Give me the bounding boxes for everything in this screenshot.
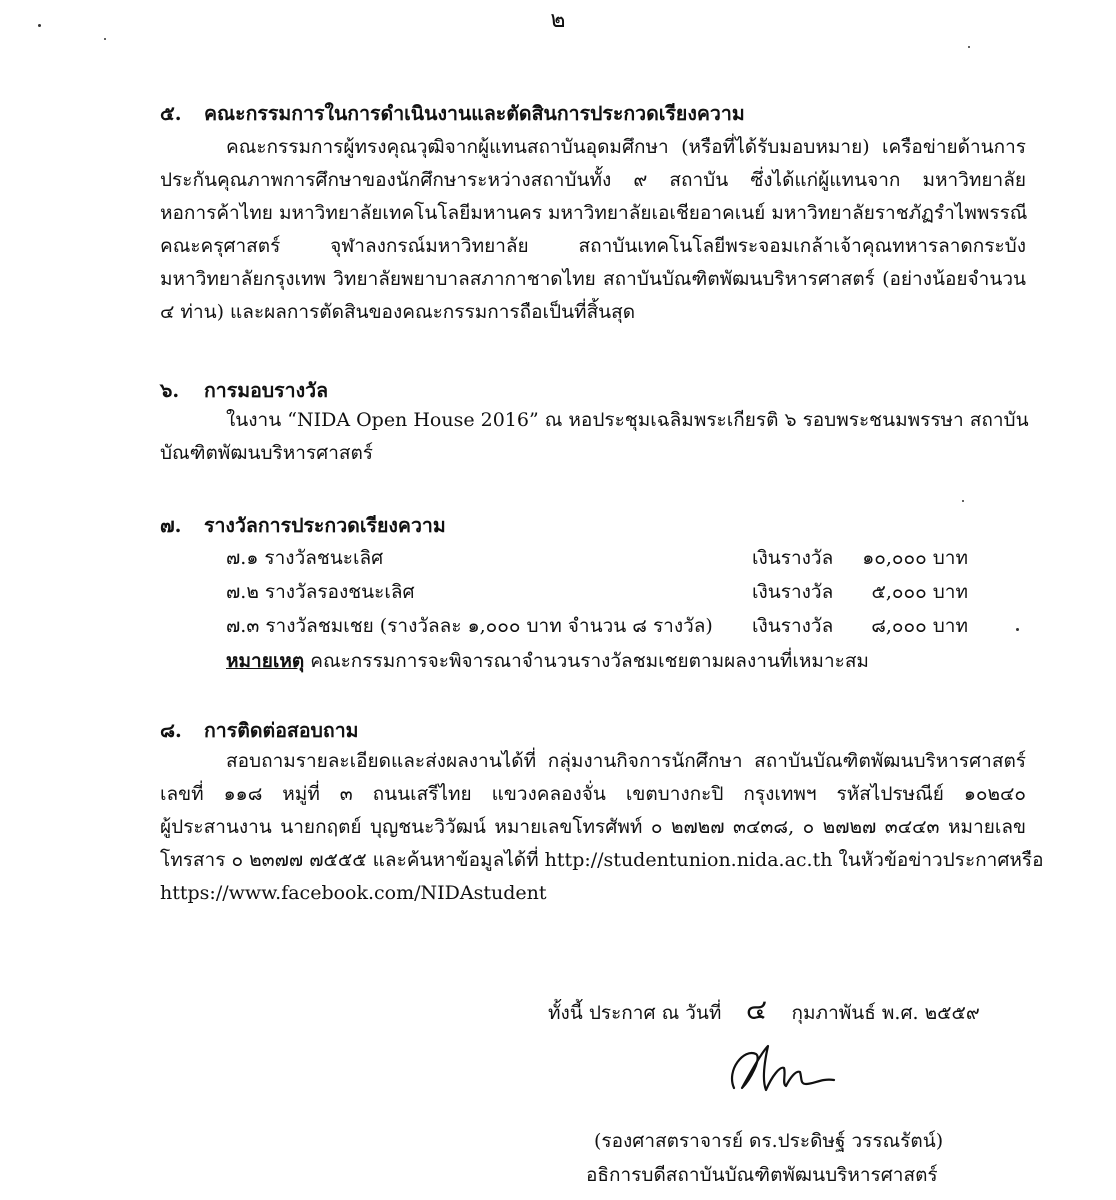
- prize-amount: ๑๐,๐๐๐ บาท: [862, 547, 968, 569]
- prize-name: ๗.๑ รางวัลชนะเลิศ: [226, 547, 384, 569]
- signatory-position: อธิการบดีสถาบันบัณฑิตพัฒนบริหารศาสตร์: [586, 1164, 938, 1186]
- section-5-body: [160, 131, 1026, 329]
- signatory-name: (รองศาสตราจารย์ ดร.ประดิษฐ์ วรรณรัตน์): [594, 1130, 944, 1152]
- section-5-number: ๕.: [160, 102, 182, 125]
- prize-note: [226, 646, 869, 676]
- announcement-date: [548, 988, 980, 1032]
- section-8-body: [160, 745, 1044, 910]
- section-5-line: หอการค้าไทย มหาวิทยาลัยเทคโนโลยีมหานคร มหาวิทยาลัยเอเชียอาคเนย์ มหาวิทยาลัยราชภัฏรำไพพรรณี: [160, 202, 1028, 224]
- announcement-day: ๔: [745, 993, 768, 1026]
- section-8-line: โทรสาร ๐ ๒๓๗๗ ๗๕๕๕ และค้นหาข้อมูลได้ที่ http://studentunion.nida.ac.th ในหัวข้อข่าวประกาศหรือ: [160, 849, 1044, 871]
- scan-speck: [38, 24, 41, 27]
- note-key: หมายเหตุ: [226, 650, 305, 672]
- section-8-title: การติดต่อสอบถาม: [204, 719, 359, 742]
- section-6-title: การมอบรางวัล: [204, 379, 329, 402]
- prize-amount: ๕,๐๐๐ บาท: [871, 581, 968, 603]
- section-8-line: สอบถามรายละเอียดและส่งผลงานได้ที่ กลุ่มงานกิจการนักศึกษา สถาบันบัณฑิตพัฒนบริหารศาสตร์: [226, 750, 1026, 772]
- scan-speck: [1016, 628, 1019, 631]
- prize-name: ๗.๓ รางวัลชมเชย (รางวัลละ ๑,๐๐๐ บาท จำนวน ๘ รางวัล): [226, 615, 713, 637]
- section-5-line: คณะกรรมการผู้ทรงคุณวุฒิจากผู้แทนสถาบันอุดมศึกษา (หรือที่ได้รับมอบหมาย) เครือข่ายด้านการ: [226, 136, 1026, 158]
- section-6-line: บัณฑิตพัฒนบริหารศาสตร์: [160, 442, 374, 464]
- section-6-body: [160, 404, 1029, 470]
- section-8-line: https://www.facebook.com/NIDAstudent: [160, 882, 547, 904]
- prize-name: ๗.๒ รางวัลรองชนะเลิศ: [226, 581, 415, 603]
- scan-speck: [962, 500, 964, 502]
- section-7-title: รางวัลการประกวดเรียงความ: [204, 514, 446, 537]
- prize-label: เงินรางวัล: [752, 547, 834, 569]
- section-8-line: ผู้ประสานงาน นายกฤตย์ บุญชนะวิวัฒน์ หมายเลขโทรศัพท์ ๐ ๒๗๒๗ ๓๔๓๘, ๐ ๒๗๒๗ ๓๔๔๓ หมายเลข: [160, 816, 1026, 838]
- section-8-number: ๘.: [160, 719, 182, 742]
- page-number: ๒: [550, 7, 566, 33]
- section-7-number: ๗.: [160, 514, 182, 537]
- signature-image: [722, 1040, 852, 1100]
- prize-label: เงินรางวัล: [752, 581, 834, 603]
- section-8-heading: [160, 715, 359, 746]
- section-8-line: เลขที่ ๑๑๘ หมู่ที่ ๓ ถนนเสรีไทย แขวงคลองจั่น เขตบางกะปิ กรุงเทพฯ รหัสไปรษณีย์ ๑๐๒๔๐: [160, 783, 1026, 805]
- section-5-line: มหาวิทยาลัยกรุงเทพ วิทยาลัยพยาบาลสภากาชาดไทย สถาบันบัณฑิตพัฒนบริหารศาสตร์ (อย่างน้อยจำนวน: [160, 268, 1026, 290]
- section-6-line: ในงาน “NIDA Open House 2016” ณ หอประชุมเฉลิมพระเกียรติ ๖ รอบพระชนมพรรษา สถาบัน: [226, 409, 1029, 431]
- section-5-heading: [160, 98, 745, 129]
- note-text: คณะกรรมการจะพิจารณาจำนวนรางวัลชมเชยตามผลงานที่เหมาะสม: [310, 650, 869, 672]
- announcement-month-year: กุมภาพันธ์ พ.ศ. ๒๕๕๙: [791, 1002, 980, 1024]
- section-7-heading: [160, 510, 446, 541]
- scan-speck: [104, 38, 106, 40]
- scan-speck: [968, 46, 970, 48]
- prize-amount: ๘,๐๐๐ บาท: [871, 615, 968, 637]
- prize-label: เงินรางวัล: [752, 615, 834, 637]
- announcement-prefix: ทั้งนี้ ประกาศ ณ วันที่: [548, 1002, 722, 1024]
- section-5-line: ๔ ท่าน) และผลการตัดสินของคณะกรรมการถือเป็นที่สิ้นสุด: [160, 301, 636, 323]
- section-5-line: คณะครุศาสตร์ จุฬาลงกรณ์มหาวิทยาลัย สถาบันเทคโนโลยีพระจอมเกล้าเจ้าคุณทหารลาดกระบัง: [160, 235, 1026, 257]
- section-5-line: ประกันคุณภาพการศึกษาของนักศึกษาระหว่างสถาบันทั้ง ๙ สถาบัน ซึ่งได้แก่ผู้แทนจาก มหาวิทยาลัย: [160, 169, 1026, 191]
- section-6-heading: [160, 375, 328, 406]
- section-5-title: คณะกรรมการในการดำเนินงานและตัดสินการประกวดเรียงความ: [204, 102, 745, 125]
- section-6-number: ๖.: [160, 379, 180, 402]
